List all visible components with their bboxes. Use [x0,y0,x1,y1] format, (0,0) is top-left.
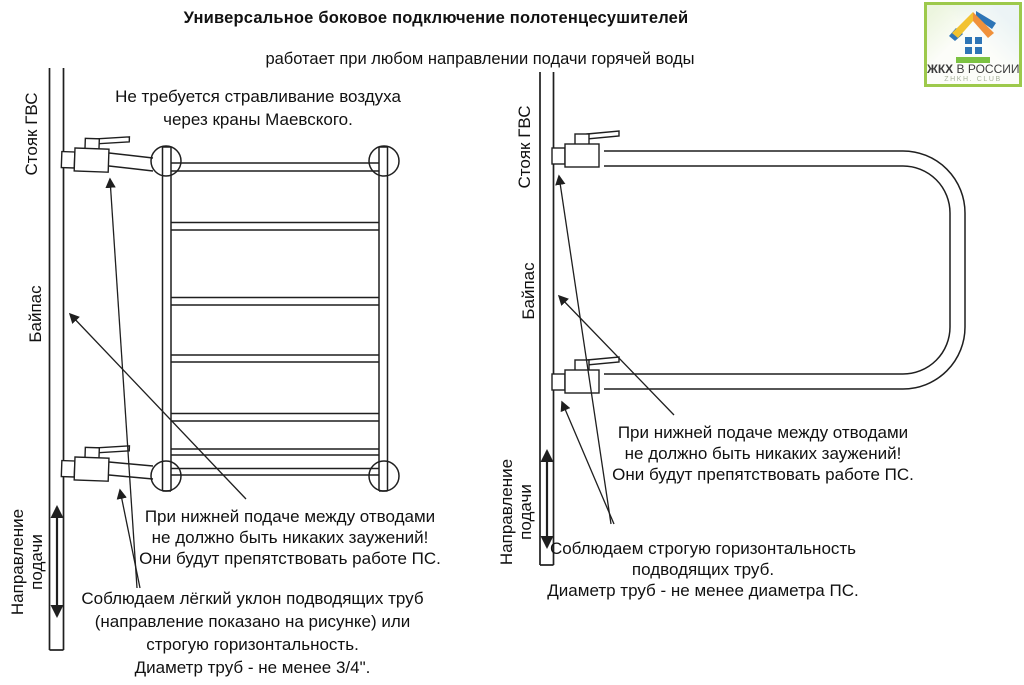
left-towel-rail [151,146,399,491]
note-line: Соблюдаем строгую горизонтальность [549,539,857,558]
left-slope-note [80,587,425,679]
right-supply-note [598,422,928,485]
page-title: Универсальное боковое подключение полотенцесушителей [183,9,689,27]
right-towel-rail [604,151,965,389]
left-supply-pipes [109,153,153,479]
right-slope-note [537,538,869,601]
rail-rungs [171,163,379,475]
note-line: не должно быть никаких заужений! [151,528,429,547]
note-line: не должно быть никаких заужений! [624,444,902,463]
logo-brand-rest: В РОССИИ [953,62,1020,76]
logo-tagline: ZHKH. CLUB [944,76,1002,83]
note-line: (направление показано на рисунке) или [94,612,411,631]
valve-icon-right-bottom [552,357,619,393]
left-bypass-label: Байпас [26,285,45,343]
logo-brand-text [927,63,1019,75]
flow-label-line: подачи [27,534,46,590]
right-bypass-label: Байпас [519,262,538,320]
note-line: Диаметр труб - не менее диаметра ПС. [547,581,859,600]
note-line: При нижней подаче между отводами [144,507,436,526]
left-vent-note [85,85,431,131]
right-flow-direction-label [497,459,535,565]
note-line: подводящих труб. [631,560,775,579]
flow-label-line: подачи [516,484,535,540]
note-line: Не требуется стравливание воздуха [115,87,401,106]
note-line: через краны Маевского. [163,110,353,129]
note-line: Они будут препятствовать работе ПС. [612,465,914,484]
left-flow-direction-label [8,509,46,615]
page-subtitle: работает при любом направлении подачи горячей воды [265,50,695,68]
flow-label-line: Направление [8,508,27,616]
rail-posts [163,147,388,491]
note-line: Диаметр труб - не менее 3/4". [134,658,371,677]
house-icon [943,8,1003,63]
right-bypass-arrow [559,296,674,415]
note-line: Соблюдаем лёгкий уклон подводящих труб [81,589,424,608]
valve-icon-right-top [552,131,619,167]
note-line: строгую горизонтальность. [146,635,359,654]
note-line: При нижней подаче между отводами [617,423,909,442]
note-line: Они будут препятствовать работе ПС. [139,549,441,568]
left-riser-label: Стояк ГВС [22,92,41,176]
right-riser-label: Стояк ГВС [515,105,534,189]
flow-label-line: Направление [497,458,516,566]
left-supply-note [125,506,455,569]
logo-brand-bold: ЖКХ [927,62,954,76]
zhkh-logo [924,2,1022,87]
